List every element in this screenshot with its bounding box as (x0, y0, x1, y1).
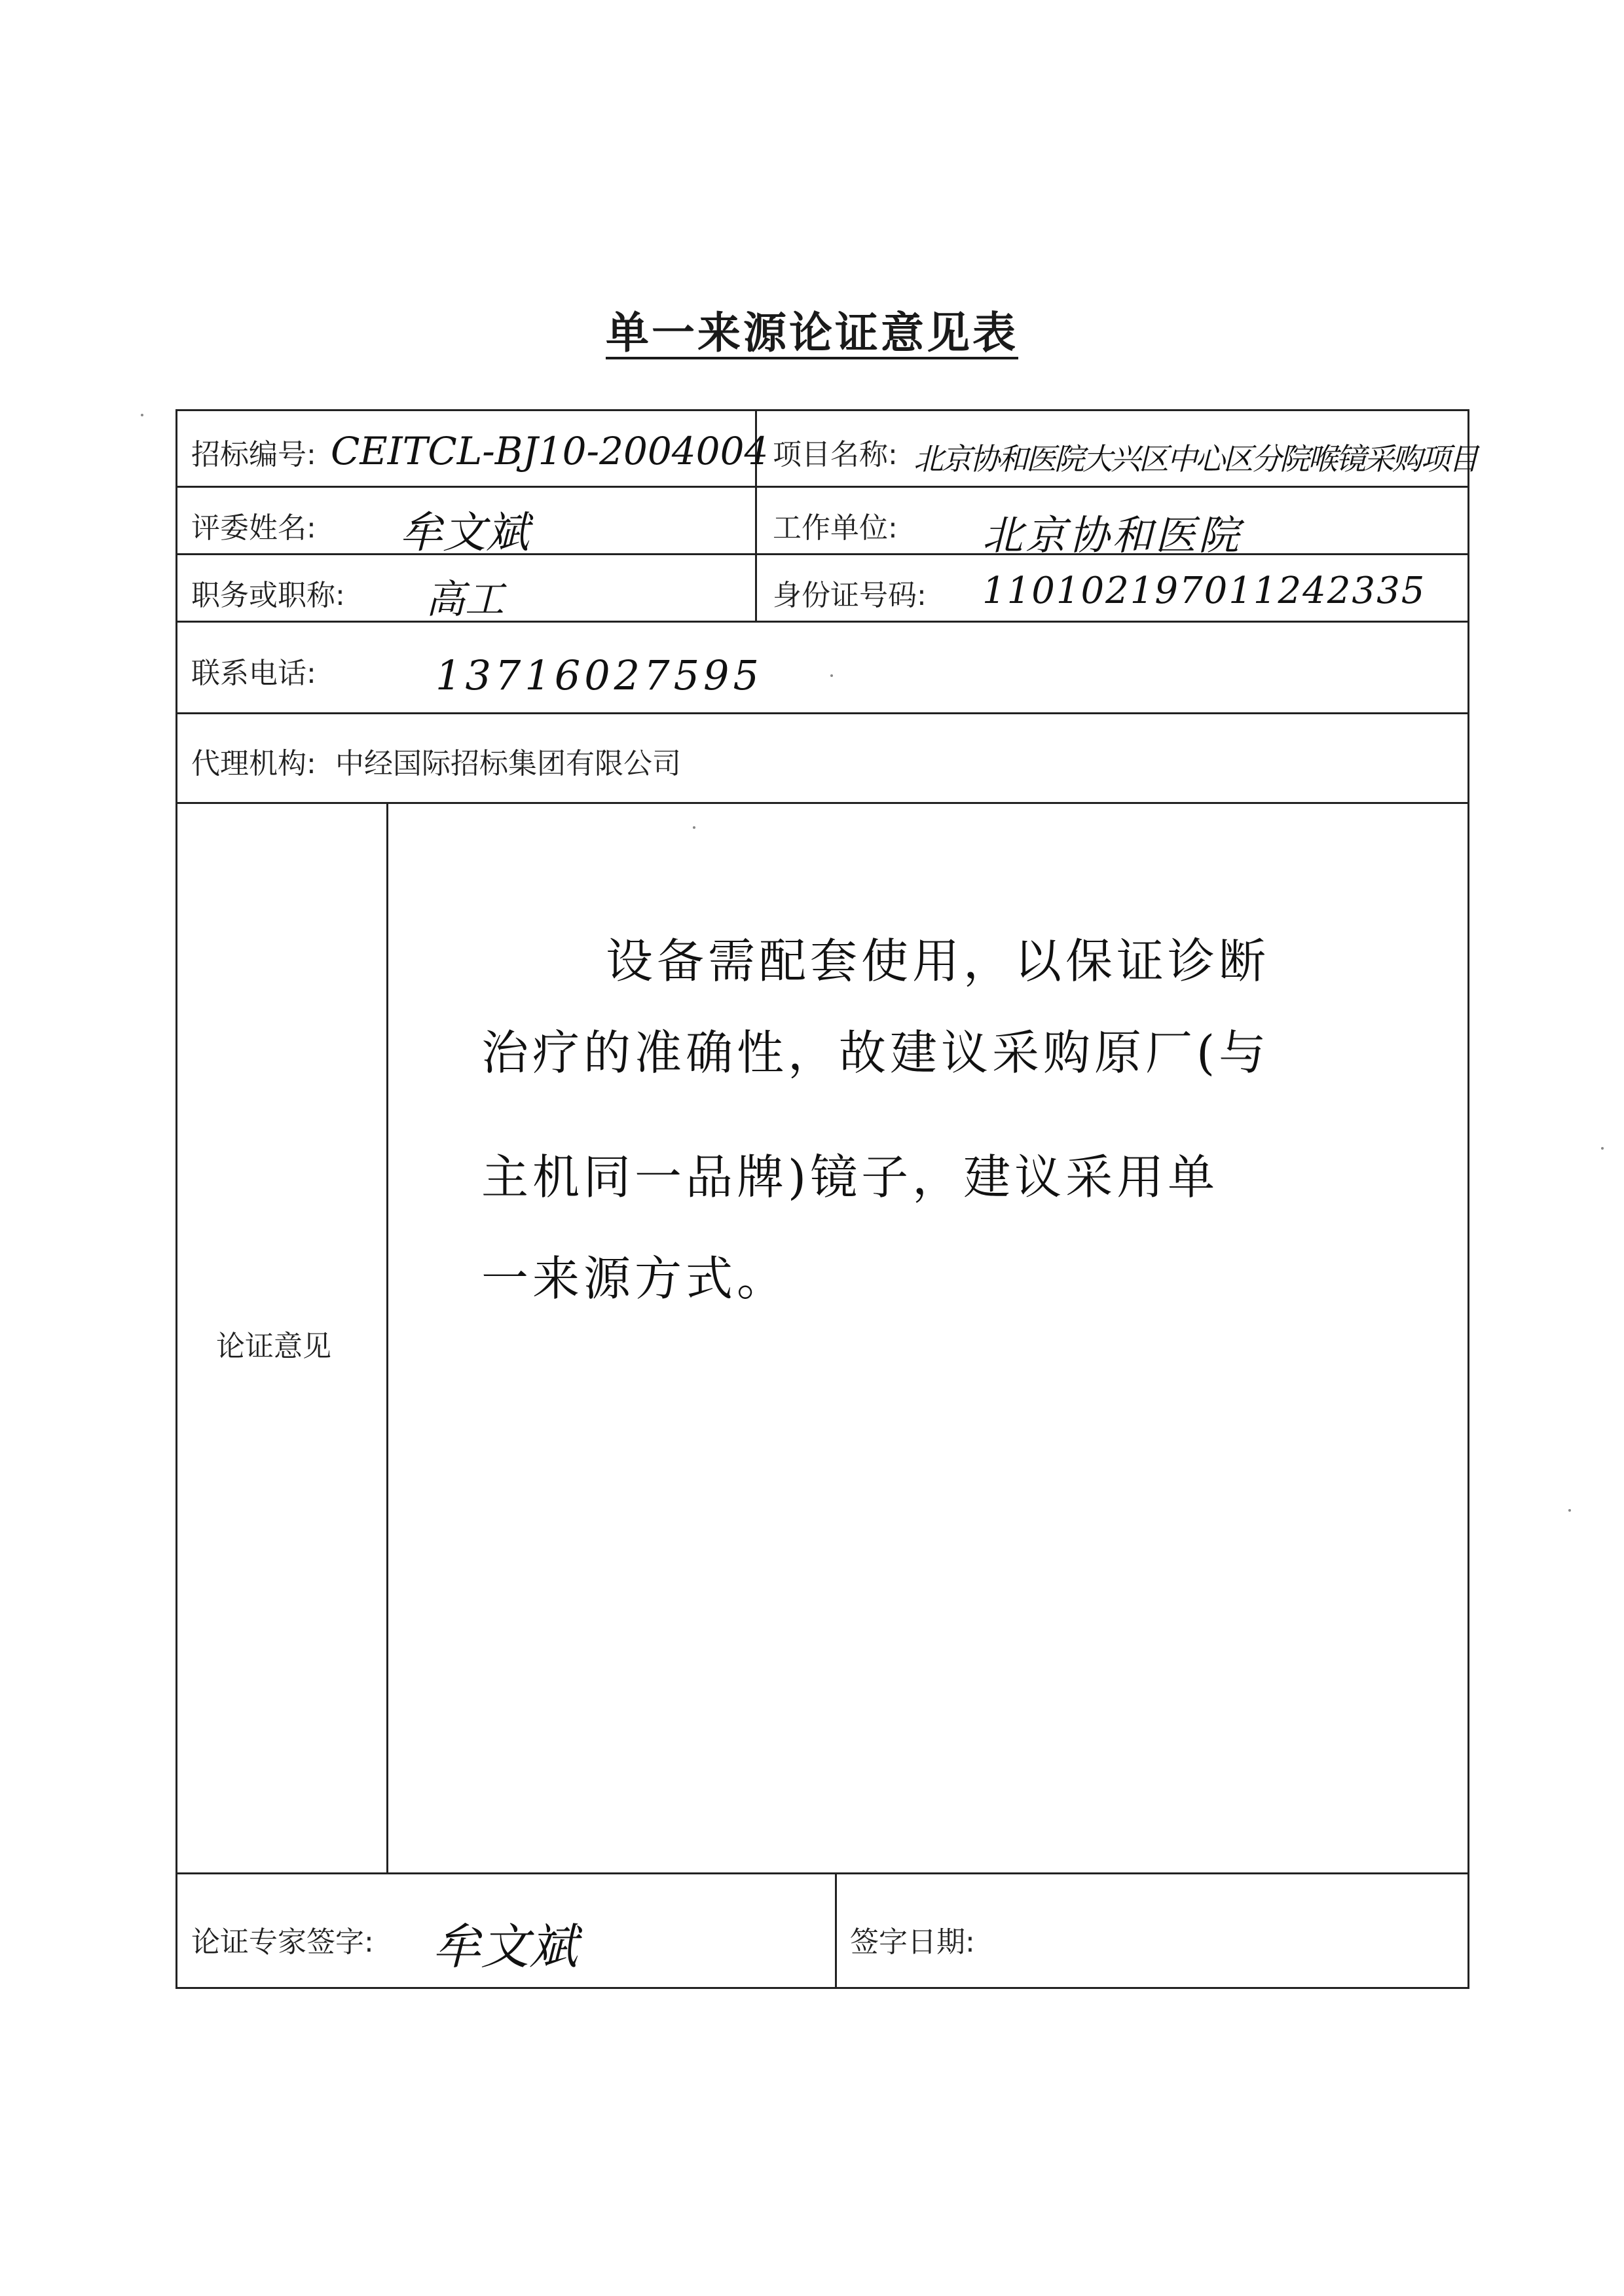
row-divider (175, 1872, 1469, 1874)
id-number-label: 身份证号码: (773, 579, 927, 612)
table-border-bottom (175, 1987, 1469, 1989)
reviewer-name-label: 评委姓名: (191, 511, 316, 545)
row-divider (175, 802, 1469, 804)
opinion-line: 一来源方式。 (481, 1251, 788, 1306)
opinion-line: 治疗的准确性，故建议采购原厂(与 (481, 1025, 1270, 1080)
column-divider (386, 802, 388, 1874)
row-divider (175, 712, 1469, 714)
scan-speck (1601, 1147, 1604, 1150)
opinion-label: 论证意见 (216, 1330, 331, 1363)
scan-speck (141, 414, 143, 416)
bid-no-label: 招标编号: (191, 438, 316, 471)
document-title: 单一来源论证意见表 (606, 308, 1018, 358)
opinion-line: 主机同一品牌)镜子，建议采用单 (481, 1150, 1219, 1205)
project-name-label: 项目名称: (773, 438, 898, 471)
id-number-value: 110102197011242335 (982, 570, 1426, 612)
job-title-value: 高工 (426, 577, 504, 623)
row-divider (175, 486, 1469, 488)
work-unit-label: 工作单位: (773, 511, 898, 545)
table-border-left (175, 409, 177, 1989)
opinion-line: 设备需配套使用，以保证诊断 (606, 934, 1270, 989)
signature-value: 牟文斌 (432, 1919, 578, 1975)
table-border-top (175, 409, 1469, 411)
job-title-label: 职务或职称: (191, 579, 345, 612)
table-border-right (1467, 409, 1469, 1989)
reviewer-name-value: 牟文斌 (399, 507, 529, 558)
phone-value: 13716027595 (435, 651, 763, 699)
scan-speck (693, 826, 695, 829)
column-divider (835, 1872, 837, 1989)
row-divider (175, 621, 1469, 623)
signature-label: 论证专家签字: (191, 1925, 374, 1959)
phone-label: 联系电话: (191, 657, 316, 690)
agency-value: 中经国际招标集团有限公司 (335, 747, 681, 780)
bid-no-value: CEITCL-BJ10-2004004 (331, 429, 769, 473)
agency-label: 代理机构: (191, 747, 316, 780)
project-name-value: 北京协和医院大兴区中心区分院喉镜采购项目 (913, 441, 1477, 477)
work-unit-value: 北京协和医院 (982, 511, 1242, 559)
scan-speck (1568, 1509, 1571, 1512)
sign-date-label: 签字日期: (850, 1925, 975, 1959)
row-divider (175, 553, 1469, 555)
scan-speck (830, 674, 833, 677)
